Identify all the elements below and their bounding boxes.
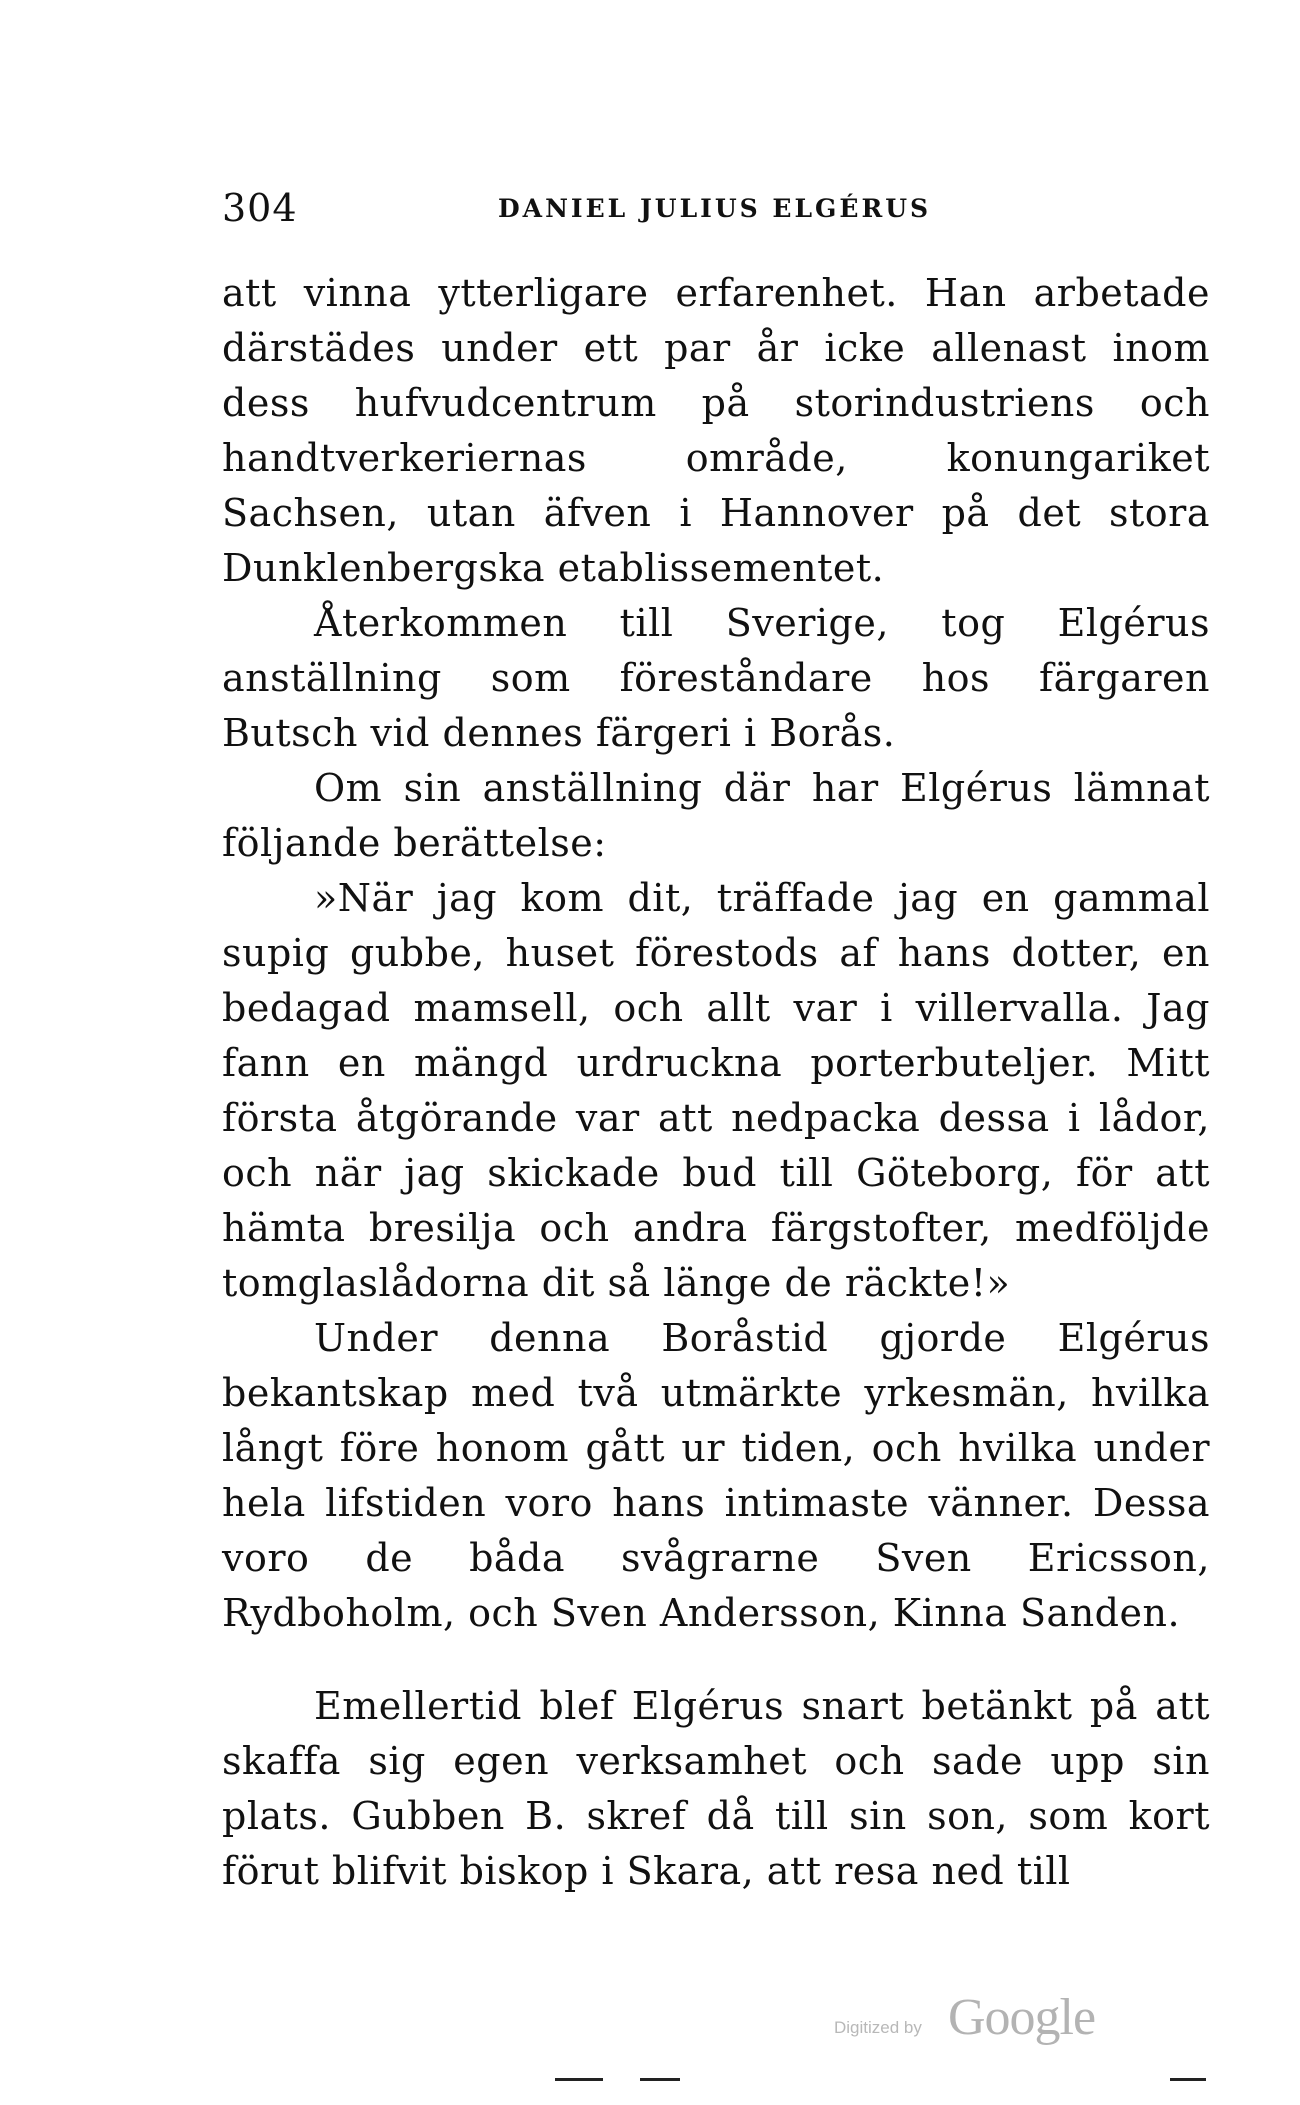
- page-number: 304: [222, 186, 298, 230]
- running-title: DANIEL JULIUS ELGÉRUS: [498, 194, 932, 223]
- scan-artifact-line: [640, 2078, 680, 2081]
- paragraph-return-to-sweden: Återkommen till Sverige, tog Elgérus anställning som föreståndare hos färgaren Butsch vid dennes färgeri i Borås.: [222, 601, 1210, 755]
- body-text: [222, 266, 1210, 1899]
- google-logo: Google: [948, 1989, 1096, 2046]
- google-watermark: [830, 1988, 1130, 2048]
- scan-artifact-line: [555, 2078, 603, 2081]
- paragraph-account-intro: Om sin anställning där har Elgérus lämnat följande berättelse:: [222, 766, 1210, 865]
- paragraph-quote: »När jag kom dit, träffade jag en gammal supig gubbe, huset förestods af hans dotter, en bedagad mamsell, och allt var i villervalla. Jag fann en mängd urdruckna porterbuteljer. Mitt första åtgörande var att nedpacka dessa i lådor, och när jag skickade bud till Göteborg, för att hämta bresilja och andra färgstofter, medföljde tomglaslådorna dit så länge de räckte!»: [222, 876, 1210, 1305]
- paragraph-continuation: att vinna ytterligare erfarenhet. Han arbetade därstädes under ett par år icke allenast inom dess hufvudcentrum på storindustriens och handtverkeriernas område, konungariket Sachsen, utan äfven i Hannover på det stora Dunklenbergska etablissementet.: [222, 271, 1210, 590]
- scan-artifact-line: [1170, 2078, 1206, 2081]
- digitized-by-label: Digitized by: [834, 2018, 922, 2037]
- paragraph-own-business: Emellertid blef Elgérus snart betänkt på att skaffa sig egen verksamhet och sade upp sin plats. Gubben B. skref då till sin son, som kort förut blifvit biskop i Skara, att resa ned till: [222, 1684, 1210, 1893]
- page-header: [222, 186, 1210, 236]
- paragraph-boras-period: Under denna Boråstid gjorde Elgérus bekantskap med två utmärkte yrkesmän, hvilka långt före honom gått ur tiden, och hvilka under hela lifstiden voro hans intimaste vänner. Dessa voro de båda svågrarne Sven Ericsson, Rydboholm, och Sven Andersson, Kinna Sanden.: [222, 1316, 1210, 1635]
